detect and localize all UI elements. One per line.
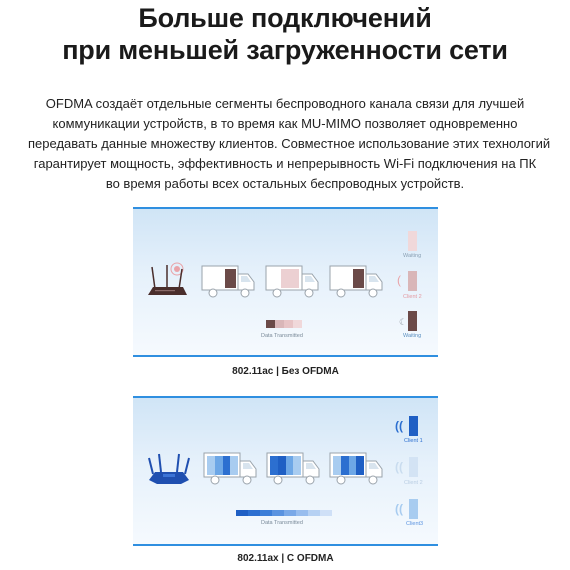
client-label-waiting-2: Waiting bbox=[403, 333, 422, 339]
description bbox=[28, 94, 551, 194]
data-transmitted-label: Data Transmitted bbox=[261, 333, 303, 339]
description-line-3: передавать данные множеству клиентов. Совместное использование этих технологий bbox=[28, 136, 551, 151]
diagram-ax-panel bbox=[133, 396, 438, 546]
truck-2-icon bbox=[266, 450, 322, 486]
truck-3-icon bbox=[329, 450, 385, 486]
moon-icon: ☾ bbox=[399, 317, 408, 327]
wifi-waves-icon: (( bbox=[395, 460, 403, 474]
client-label-waiting-1: Waiting bbox=[403, 253, 422, 259]
data-transmitted-bar bbox=[266, 320, 302, 328]
description-line-4: гарантирует мощность, эффективность и непрерывность Wi-Fi подключения на ПК bbox=[33, 156, 537, 171]
client-device bbox=[409, 416, 418, 436]
title-line-2: при меньшей загруженности сети bbox=[62, 35, 508, 65]
client-label-client-2: Client 2 bbox=[403, 294, 422, 300]
description-line-2: коммуникации устройств, в то время как MU-MIMO позволяет одновременно bbox=[52, 116, 518, 131]
client-label-client-1: Client 1 bbox=[404, 438, 423, 444]
router-icon bbox=[145, 259, 189, 303]
truck-1-icon bbox=[201, 263, 257, 299]
wifi-waves-icon: (( bbox=[395, 502, 403, 516]
data-transmitted-label: Data Transmitted bbox=[261, 520, 303, 526]
data-transmitted-bar bbox=[236, 510, 332, 516]
description-line-5: во время работы всех остальных беспроводных устройств. bbox=[105, 176, 465, 191]
client-label-client-3: Client3 bbox=[406, 521, 424, 527]
client-device bbox=[408, 231, 417, 251]
client-label-client-2: Client 2 bbox=[404, 480, 423, 486]
router-icon bbox=[145, 450, 193, 490]
title-line-1: Больше подключений bbox=[138, 3, 432, 33]
truck-1-icon bbox=[203, 450, 259, 486]
diagram-ax-caption: 802.11ax | С OFDMA bbox=[237, 553, 334, 564]
client-device bbox=[408, 311, 417, 331]
client-device bbox=[409, 499, 418, 519]
wifi-waves-icon: (( bbox=[395, 419, 403, 433]
client-device bbox=[408, 271, 417, 291]
diagram-ac-panel bbox=[133, 207, 438, 357]
page-title bbox=[0, 2, 570, 66]
wifi-waves-icon: ( bbox=[397, 273, 401, 287]
diagram-ac-caption: 802.11ac | Без OFDMA bbox=[232, 366, 339, 377]
client-device bbox=[409, 457, 418, 477]
truck-2-icon bbox=[265, 263, 321, 299]
truck-3-icon bbox=[329, 263, 385, 299]
description-line-1: OFDMA создаёт отдельные сегменты беспроводного канала связи для лучшей bbox=[45, 96, 525, 111]
